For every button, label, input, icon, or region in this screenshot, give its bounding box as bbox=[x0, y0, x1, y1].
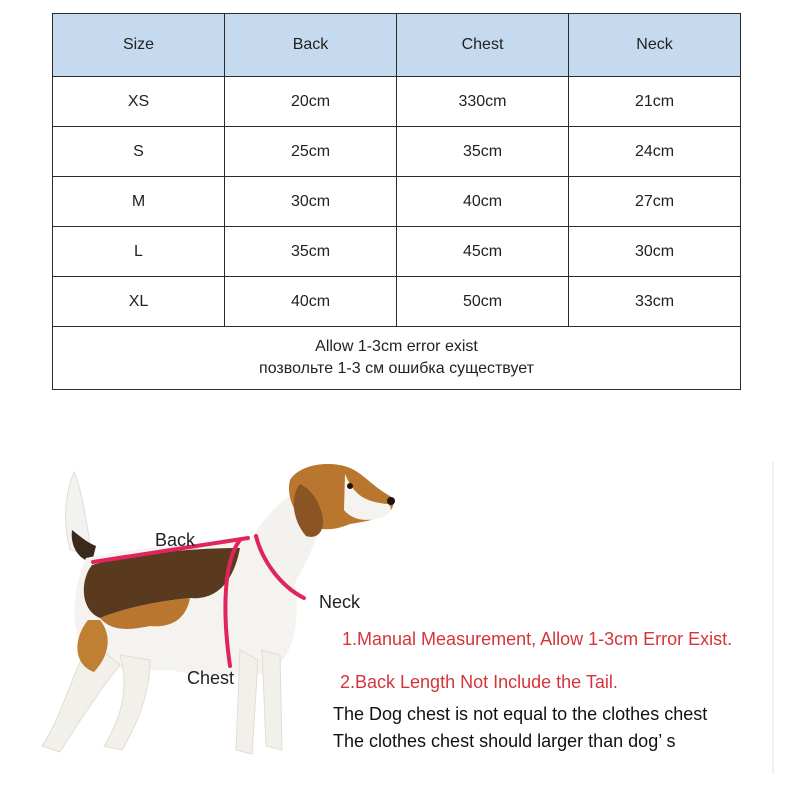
back-cell: 25cm bbox=[225, 127, 397, 177]
size-cell: XL bbox=[53, 277, 225, 327]
neck-label: Neck bbox=[319, 592, 361, 612]
table-row bbox=[53, 227, 741, 277]
chest-cell: 40cm bbox=[397, 177, 569, 227]
neck-cell: 30cm bbox=[569, 227, 741, 277]
dog-nose bbox=[387, 497, 395, 505]
divider bbox=[772, 462, 774, 774]
error-note-russian: позвольте 1-3 см ошибка существует bbox=[259, 360, 534, 377]
table-row bbox=[53, 177, 741, 227]
back-cell: 30cm bbox=[225, 177, 397, 227]
size-chart-table bbox=[52, 13, 741, 390]
table-note-row bbox=[53, 327, 741, 390]
back-label: Back bbox=[155, 530, 196, 550]
header-chest: Chest bbox=[397, 14, 569, 77]
error-note-english: Allow 1-3cm error exist bbox=[315, 338, 478, 355]
chest-cell: 45cm bbox=[397, 227, 569, 277]
back-cell: 35cm bbox=[225, 227, 397, 277]
size-cell: L bbox=[53, 227, 225, 277]
table-row bbox=[53, 277, 741, 327]
header-back: Back bbox=[225, 14, 397, 77]
chest-cell: 35cm bbox=[397, 127, 569, 177]
chest-label: Chest bbox=[187, 668, 235, 688]
header-size: Size bbox=[53, 14, 225, 77]
note-manual-measurement: 1.Manual Measurement, Allow 1-3cm Error Exist. bbox=[342, 629, 733, 649]
table-header-row bbox=[53, 14, 741, 77]
neck-cell: 24cm bbox=[569, 127, 741, 177]
table-row bbox=[53, 77, 741, 127]
note-back-length: 2.Back Length Not Include the Tail. bbox=[340, 672, 618, 692]
size-cell: S bbox=[53, 127, 225, 177]
back-cell: 20cm bbox=[225, 77, 397, 127]
header-neck: Neck bbox=[569, 14, 741, 77]
chest-cell: 330cm bbox=[397, 77, 569, 127]
dog-eye bbox=[347, 483, 353, 489]
note-clothes-chest: The clothes chest should larger than dog’ s bbox=[333, 731, 676, 751]
table-row bbox=[53, 127, 741, 177]
note-chest-comparison: The Dog chest is not equal to the clothes chest bbox=[333, 704, 708, 724]
neck-cell: 21cm bbox=[569, 77, 741, 127]
size-cell: M bbox=[53, 177, 225, 227]
size-cell: XS bbox=[53, 77, 225, 127]
neck-cell: 33cm bbox=[569, 277, 741, 327]
back-cell: 40cm bbox=[225, 277, 397, 327]
chest-cell: 50cm bbox=[397, 277, 569, 327]
error-note-cell bbox=[53, 327, 741, 390]
neck-cell: 27cm bbox=[569, 177, 741, 227]
